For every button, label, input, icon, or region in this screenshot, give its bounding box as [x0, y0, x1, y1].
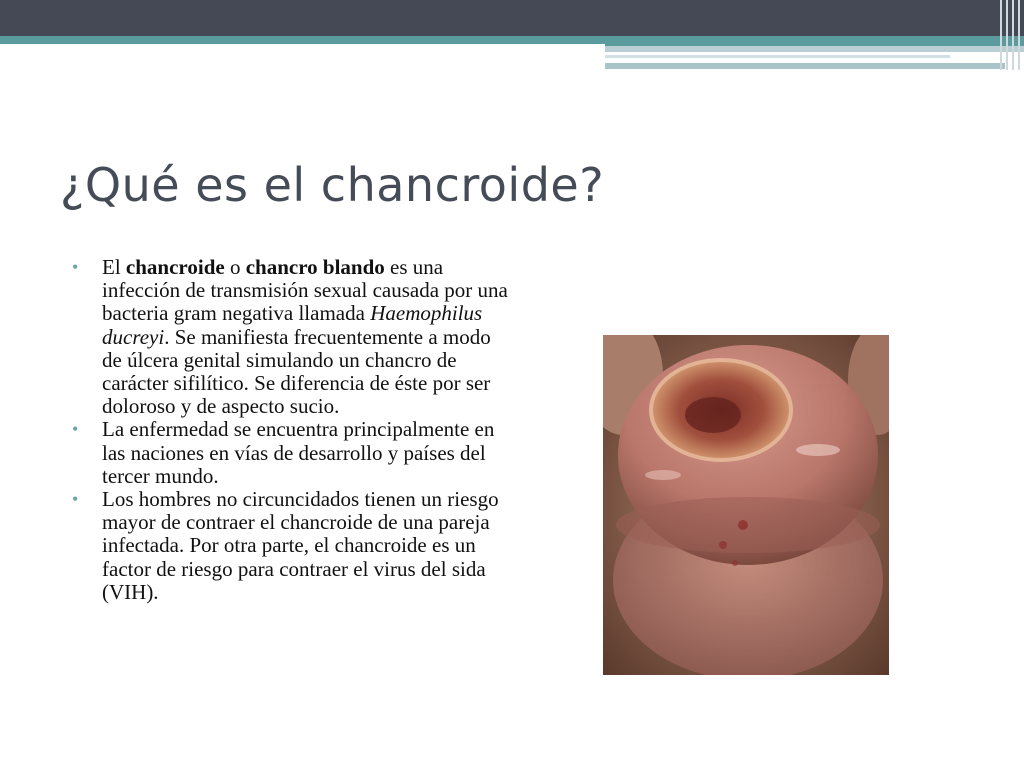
header-corner-lines	[998, 0, 1024, 70]
bullet-text	[102, 256, 512, 418]
slide-title: ¿Qué es el chancroide?	[60, 158, 605, 212]
term-chancro-blando: chancro blando	[245, 255, 385, 279]
clinical-photo	[603, 335, 889, 675]
bullet-text-part: . Se manifiesta frecuentemente a modo de úlcera genital simulando un chancro de carácter sifilítico. Se diferencia de éste por ser doloroso y de aspecto sucio.	[102, 324, 491, 419]
header-light-bar-lower	[605, 63, 1005, 69]
clinical-photo-image	[603, 335, 889, 675]
header-dark-bar	[0, 0, 1024, 36]
bullet-text: Los hombres no circuncidados tienen un riesgo mayor de contraer el chancroide de una pareja infectada. Por otra parte, el chancroide es un factor de riesgo para contraer el virus del sida (VIH).	[102, 487, 499, 604]
bullet-dot-icon: •	[72, 257, 79, 277]
term-chancroide: chancroide	[125, 255, 225, 279]
bullet-list	[72, 256, 512, 604]
term-bacteria: Haemophilus ducreyi	[102, 301, 483, 349]
bullet-item	[72, 418, 512, 488]
header-light-bar-thin	[605, 55, 950, 58]
bullet-text-part: o	[224, 255, 246, 279]
bullet-text: La enfermedad se encuentra principalmente en las naciones en vías de desarrollo y países del tercer mundo.	[102, 417, 495, 488]
bullet-text-part: es una infección de transmisión sexual causada por una bacteria gram negativa llamada	[102, 255, 508, 326]
header-white-line	[0, 44, 605, 46]
bullet-dot-icon: •	[72, 419, 79, 440]
bullet-item	[72, 256, 512, 418]
bullet-item	[72, 488, 512, 604]
header-light-bar	[605, 46, 1024, 52]
bullet-dot-icon: •	[72, 489, 79, 510]
bullet-text-part: El	[102, 255, 126, 279]
